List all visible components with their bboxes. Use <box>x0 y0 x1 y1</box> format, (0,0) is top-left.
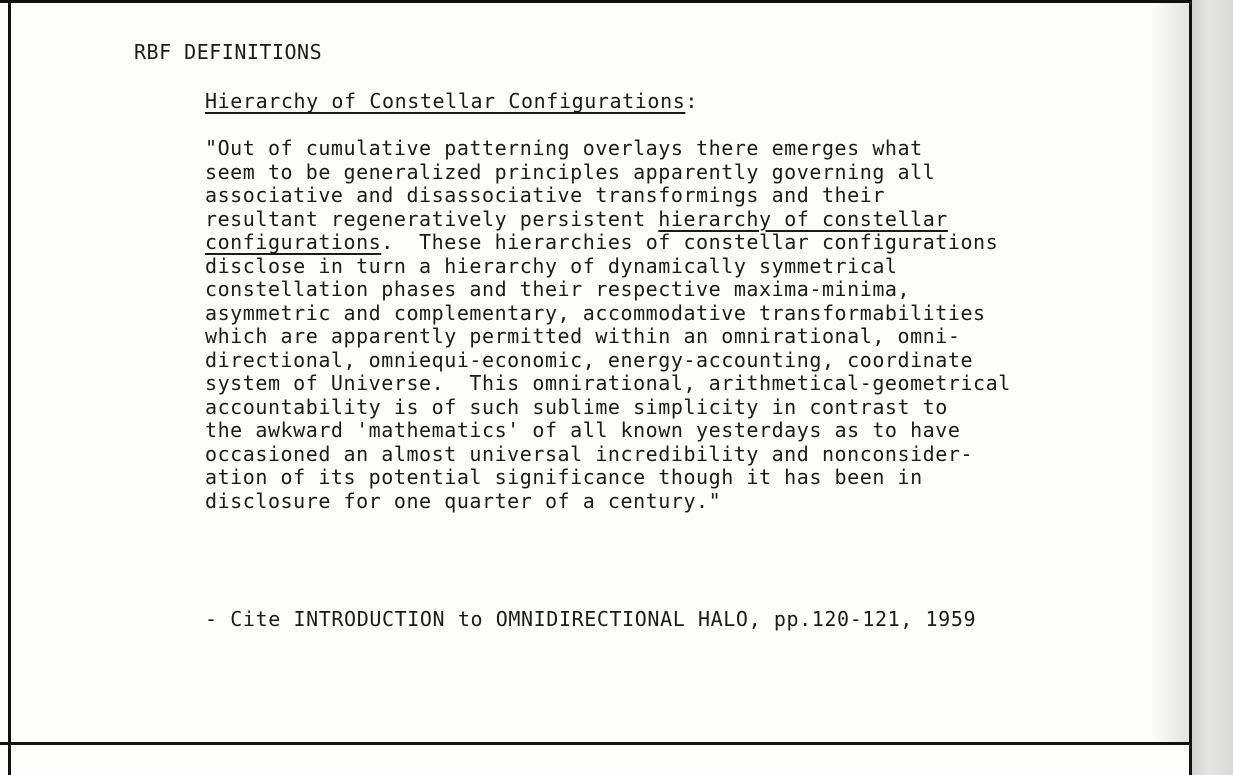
card-edge-shadow <box>1192 0 1233 775</box>
quote-line: the awkward 'mathematics' of all known yesterdays as to have <box>205 418 961 442</box>
citation: - Cite INTRODUCTION to OMNIDIRECTIONAL HALO, pp.120-121, 1959 <box>205 607 977 631</box>
quote-line: asymmetric and complementary, accommodative transformabilities <box>205 300 986 325</box>
card-border-bottom <box>0 742 1192 745</box>
quote-line: disclosure for one quarter of a century." <box>205 488 722 513</box>
definition-term-text: Hierarchy of Constellar Configurations <box>205 89 686 113</box>
page-title: RBF DEFINITIONS <box>134 40 323 64</box>
definition-quote <box>205 137 1165 513</box>
quote-line: accountability is of such sublime simplicity in contrast to <box>205 394 948 419</box>
quote-line: which are apparently permitted within an omnirational, omni- <box>205 324 961 348</box>
card-border-right <box>1189 0 1192 775</box>
quote-line <box>205 208 1165 232</box>
quote-line-part: resultant regeneratively persistent <box>205 206 659 231</box>
quote-underlined-term: configurations <box>205 230 382 254</box>
quote-line: system of Universe. This omnirational, arithmetical-geometrical <box>205 371 1011 395</box>
definition-term <box>205 89 698 113</box>
quote-line <box>205 231 1165 255</box>
quote-line: occasioned an almost universal incredibility and nonconsider- <box>205 441 974 466</box>
card-border-left <box>8 0 11 775</box>
quote-line: "Out of cumulative patterning overlays there emerges what <box>205 136 923 160</box>
card-border-top <box>0 0 1192 3</box>
quote-line: disclose in turn a hierarchy of dynamically symmetrical <box>205 253 898 278</box>
quote-line: seem to be generalized principles apparently governing all <box>205 159 936 184</box>
quote-line: directional, omniequi-economic, energy-accounting, coordinate <box>205 347 974 372</box>
quote-line: associative and disassociative transformings and their <box>205 183 885 207</box>
definition-term-colon: : <box>685 89 699 113</box>
quote-line: constellation phases and their respective maxima-minima, <box>205 277 911 301</box>
quote-line: ation of its potential significance though it has been in <box>205 465 923 489</box>
quote-underlined-term: hierarchy of constellar <box>658 206 948 231</box>
quote-line-part: . These hierarchies of constellar configurations <box>381 230 999 254</box>
